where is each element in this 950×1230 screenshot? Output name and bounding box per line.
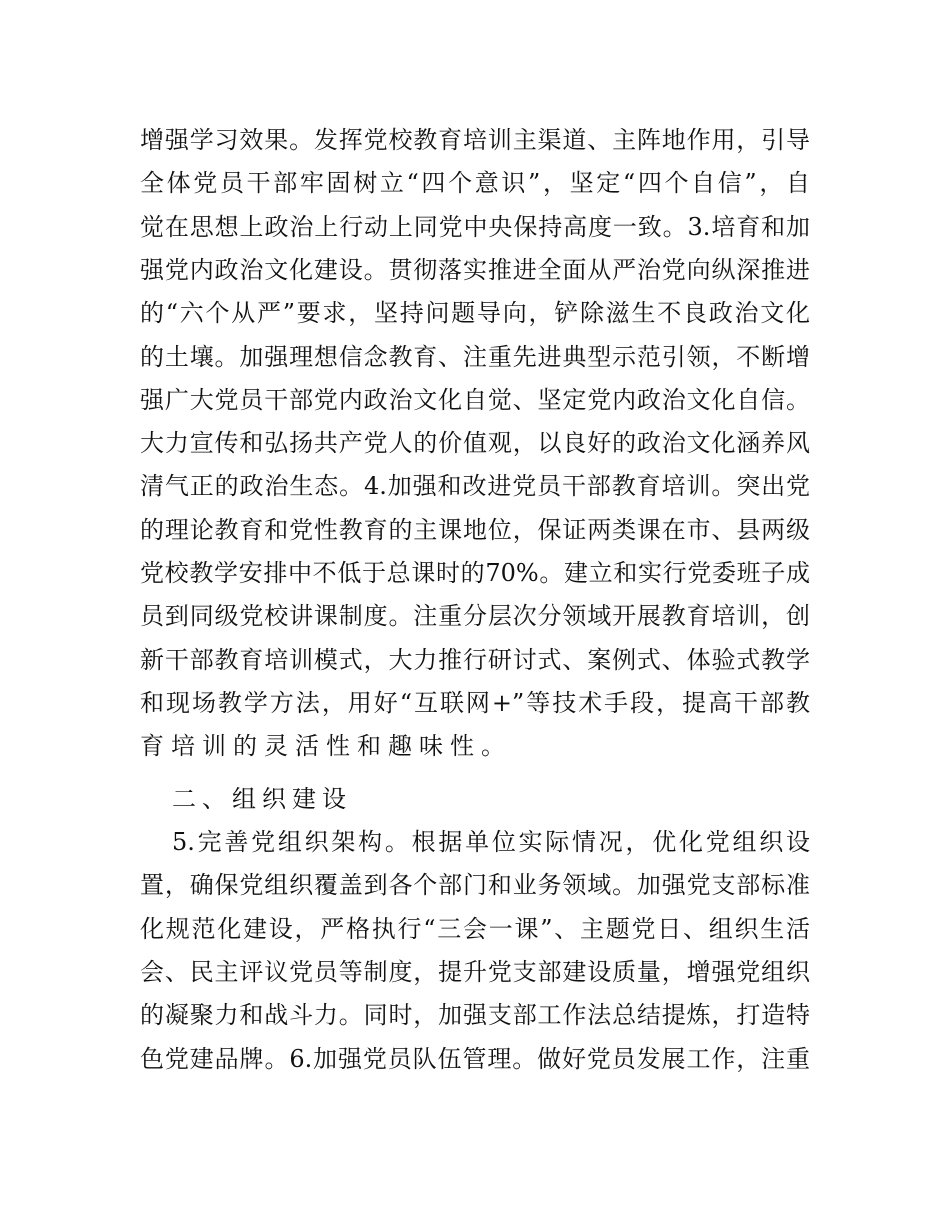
text-line: 和现场教学方法，用好“互联网+”等技术手段，提高干部教 [140,688,810,717]
text-line: 的凝聚力和战斗力。同时，加强支部工作法总结提炼，打造特 [140,1001,810,1030]
text-line: 会、民主评议党员等制度，提升党支部建设质量，增强党组织 [140,957,810,986]
text-line: 员到同级党校讲课制度。注重分层次分领域开展教育培训，创 [140,602,810,631]
text-line: 的土壤。加强理想信念教育、注重先进典型示范引领，不断增 [140,342,810,371]
text-line: 育培训的灵活性和趣味性。 [140,732,512,761]
text-line: 强党内政治文化建设。贯彻落实推进全面从严治党向纵深推进 [140,255,810,284]
text-line: 化规范化建设，严格执行“三会一课”、主题党日、组织生活 [140,914,810,943]
text-line: 觉在思想上政治上行动上同党中央保持高度一致。3.培育和加 [140,212,810,241]
text-line: 5.完善党组织架构。根据单位实际情况，优化党组织设 [172,828,810,856]
text-line: 的“六个从严”要求，坚持问题导向，铲除滋生不良政治文化 [140,299,810,328]
text-line: 置，确保党组织覆盖到各个部门和业务领域。加强党支部标准 [140,871,810,900]
text-line: 色党建品牌。6.加强党员队伍管理。做好党员发展工作，注重 [140,1044,810,1073]
text-line: 增强学习效果。发挥党校教育培训主渠道、主阵地作用，引导 [140,126,810,154]
text-line: 大力宣传和弘扬共产党人的价值观，以良好的政治文化涵养风 [140,429,810,458]
text-line: 的理论教育和党性教育的主课地位，保证两类课在市、县两级 [140,515,810,544]
section-heading: 二、组织建设 [172,785,352,813]
text-line: 党校教学安排中不低于总课时的70%。建立和实行党委班子成 [140,559,810,587]
text-line: 强广大党员干部党内政治文化自觉、坚定党内政治文化自信。 [140,385,810,414]
text-line: 新干部教育培训模式，大力推行研讨式、案例式、体验式教学 [140,645,810,674]
text-line: 清气正的政治生态。4.加强和改进党员干部教育培训。突出党 [140,472,810,501]
text-line: 全体党员干部牢固树立“四个意识”，坚定“四个自信”，自 [140,169,810,198]
